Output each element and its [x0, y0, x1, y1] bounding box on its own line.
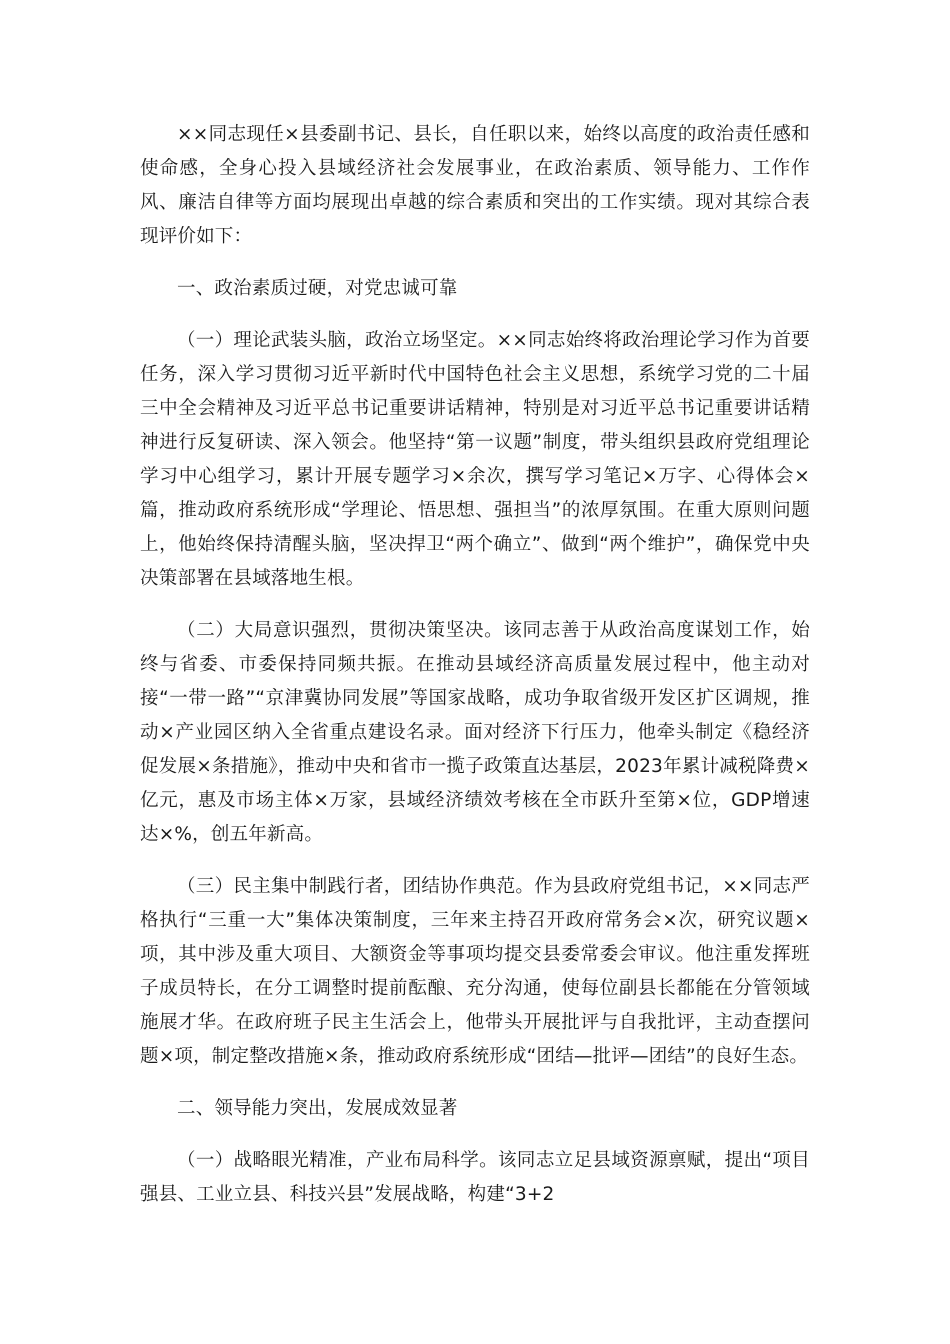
section-2-heading: 二、领导能力突出，发展成效显著: [177, 1098, 458, 1119]
section-1-heading: 一、政治素质过硬，对党忠诚可靠: [177, 278, 458, 299]
section-2-paragraph-1: （一）战略眼光精准，产业布局科学。该同志立足县域资源禀赋，提出“项目强县、工业立县、科技兴县”发展战略，构建“3+2: [140, 1150, 810, 1205]
document-body: [140, 118, 810, 1230]
section-1-paragraph-3: （三）民主集中制践行者，团结协作典范。作为县政府党组书记，××同志严格执行“三重一大”集体决策制度，三年来主持召开政府常务会×次，研究议题×项，其中涉及重大项目、大额资金等事项均提交县委常委会审议。他注重发挥班子成员特长，在分工调整时提前酝酿、充分沟通，使每位副县长都能在分管领域施展才华。在政府班子民主生活会上，他带头开展批评与自我批评，主动查摆问题×项，制定整改措施×条，推动政府系统形成“团结—批评—团结”的良好生态。: [140, 876, 810, 1067]
section-1-paragraph-2: （二）大局意识强烈，贯彻决策坚决。该同志善于从政治高度谋划工作，始终与省委、市委保持同频共振。在推动县域经济高质量发展过程中，他主动对接“一带一路”“京津冀协同发展”等国家战略，成功争取省级开发区扩区调规，推动×产业园区纳入全省重点建设名录。面对经济下行压力，他牵头制定《稳经济促发展×条措施》，推动中央和省市一揽子政策直达基层，2023年累计减税降费×亿元，惠及市场主体×万家，县域经济绩效考核在全市跃升至第×位，GDP增速达×%，创五年新高。: [140, 620, 810, 845]
section-1-paragraph-1: （一）理论武装头脑，政治立场坚定。××同志始终将政治理论学习作为首要任务，深入学习贯彻习近平新时代中国特色社会主义思想，系统学习党的二十届三中全会精神及习近平总书记重要讲话精神，特别是对习近平总书记重要讲话精神进行反复研读、深入领会。他坚持“第一议题”制度，带头组织县政府党组理论学习中心组学习，累计开展专题学习×余次，撰写学习笔记×万字、心得体会×篇，推动政府系统形成“学理论、悟思想、强担当”的浓厚氛围。在重大原则问题上，他始终保持清醒头脑，坚决捍卫“两个确立”、做到“两个维护”，确保党中央决策部署在县域落地生根。: [140, 330, 810, 589]
intro-paragraph: ××同志现任×县委副书记、县长，自任职以来，始终以高度的政治责任感和使命感，全身心投入县域经济社会发展事业，在政治素质、领导能力、工作作风、廉洁自律等方面均展现出卓越的综合素质和突出的工作实绩。现对其综合表现评价如下：: [140, 124, 810, 247]
